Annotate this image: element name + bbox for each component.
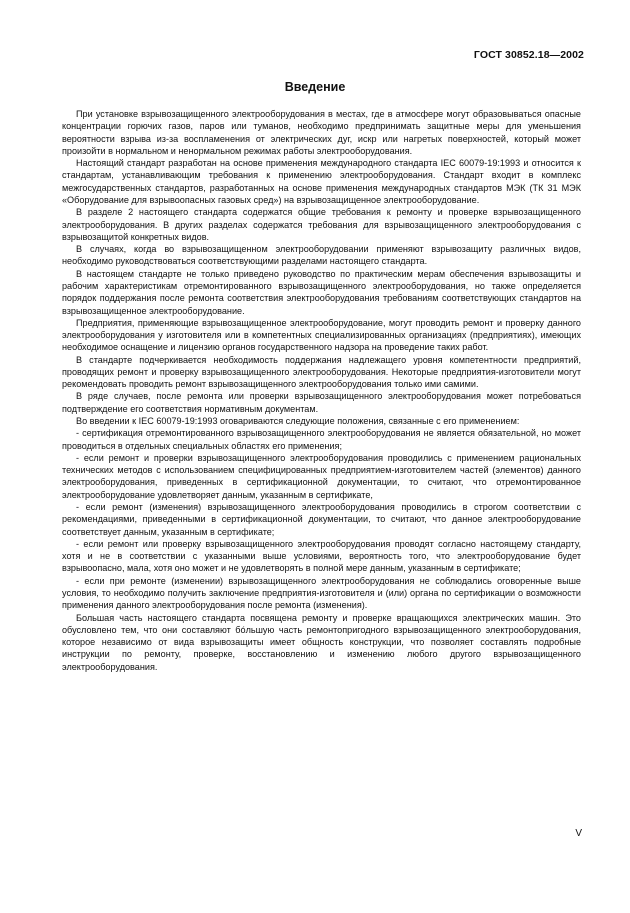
paragraph: Предприятия, применяющие взрывозащищенное электрооборудование, могут проводить ремонт и проверку данного электрооборудования у изготовителя или в компетентных специализированных организациях (предприятиях), имеющих необходимое оснащение и лицензию органов государственного надзора на проведение таких работ.	[62, 317, 581, 353]
list-item: - если ремонт (изменения) взрывозащищенного электрооборудования проводились в строгом соответствии с рекомендациями, приведенными в сертификационной документации, то считают, что данное электрооборудование соответствует данным, указанным в сертификате;	[62, 502, 581, 537]
list-item: - если при ремонте (изменении) взрывозащищенного электрооборудования не соблюдались оговоренные выше условия, то необходимо получить заключение предприятия-изготовителя и (или) органа по сертификации о возможности применения данного электрооборудования после ремонта (изменения).	[62, 575, 581, 611]
paragraph: Настоящий стандарт разработан на основе применения международного стандарта IEC 60079-19:1993 и относится к стандартам, устанавливающим требования к применению электрооборудования. Стандарт входит в комплекс межгосударственных стандартов, разработанных на основе применения международных стандартов МЭК (ТК 31 МЭК «Оборудование для взрывоопасных газовых сред») на взрывозащищенное электрооборудование.	[62, 158, 581, 205]
list-item: - сертификация отремонтированного взрывозащищенного электрооборудования не является обязательной, но может проводиться в отдельных специальных областях его применения;	[62, 428, 581, 451]
body-text	[62, 108, 581, 673]
page-number: V	[575, 828, 582, 839]
paragraph: В разделе 2 настоящего стандарта содержатся общие требования к ремонту и проверке взрывозащищенного электрооборудования. В других разделах содержатся требования для взрывозащищенного электрооборудования с взрывозащитой конкретных видов.	[62, 207, 581, 242]
list-item: - если ремонт и проверки взрывозащищенного электрооборудования проводились с применением рациональных технических методов с использованием специфицированных предприятием-изготовителем частей (элементов) данного электрооборудования, приведенных в сертификационной документации, то считают, что отремонтированное электрооборудование удовлетворяет данным, указанным в сертификате,	[62, 452, 581, 500]
paragraph: В стандарте подчеркивается необходимость поддержания надлежащего уровня компетентности предприятий, проводящих ремонт и проверку взрывозащищенного электрооборудования. Некоторые предприятия-изготовители могут рекомендовать проводить ремонт взрывозащищенного электрооборудования только ими самими.	[62, 354, 581, 390]
paragraph: При установке взрывозащищенного электрооборудования в местах, где в атмосфере могут образовываться опасные концентрации горючих газов, паров или туманов, необходимо предпринимать защитные меры для уменьшения вероятности взрыва из-за воспламенения от электрических дуг, искр или нагретых поверхностей, который может произойти в нормальном и ненормальном режимах работы электрооборудования.	[62, 109, 581, 156]
paragraph: В настоящем стандарте не только приведено руководство по практическим мерам обеспечения взрывозащиты и рабочим характеристикам отремонтированного взрывозащищенного электрооборудования, но также определяется порядок поддержания после ремонта соответствия электрооборудования требованиям соответствующих стандартов на взрывозащищенное электрооборудование.	[62, 268, 581, 316]
paragraph: В ряде случаев, после ремонта или проверки взрывозащищенного электрооборудования может потребоваться подтверждение его соответствия нормативным документам.	[62, 391, 581, 414]
paragraph: В случаях, когда во взрывозащищенном электрооборудовании применяют взрывозащиту различных видов, необходимо руководствоваться соответствующими разделами настоящего стандарта.	[62, 244, 581, 267]
document-code: ГОСТ 30852.18—2002	[473, 49, 584, 61]
list-item: - если ремонт или проверку взрывозащищенного электрооборудования проводят согласно настоящему стандарту, хотя и не в соответствии с указанными выше условиями, вероятность того, что электрооборудование будет взрывоопасно, мала, хотя оно может и не удовлетворять в полной мере данным, указанным в сертификате;	[62, 538, 581, 574]
paragraph: Большая часть настоящего стандарта посвящена ремонту и проверке вращающихся электрических машин. Это обусловлено тем, что они составляют бóльшую часть ремонтопригодного взрывозащищенного электрооборудования, которое независимо от вида взрывозащиты имеет общность конструкции, что позволяет составлять подробные инструкции по ремонту, проверке, восстановлению и изменению любого другого взрывозащищенного электрооборудования.	[62, 612, 581, 672]
paragraph: Во введении к IEC 60079-19:1993 оговариваются следующие положения, связанные с его применением:	[76, 416, 520, 427]
section-title: Введение	[284, 80, 346, 94]
